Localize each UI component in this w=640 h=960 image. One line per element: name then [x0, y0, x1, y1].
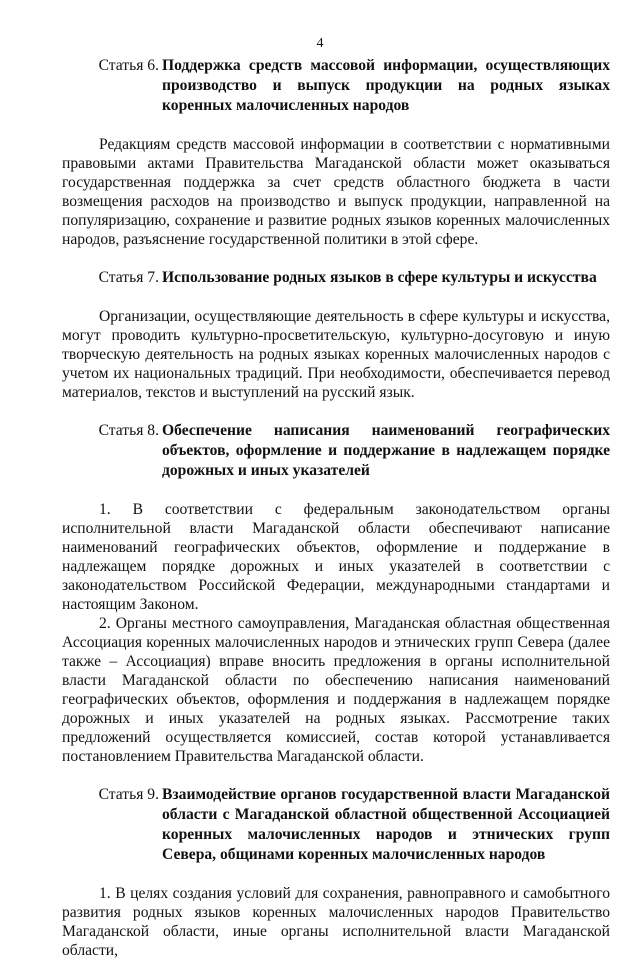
- article-9: [62, 785, 610, 960]
- article-heading: [62, 785, 610, 865]
- article-title: Взаимодействие органов государственной власти Магаданской области с Магаданской областной общественной Ассоциацией коренных малочисленных народов и этнических групп Севера, общинами коренных малочисленных народов: [162, 786, 610, 863]
- article-paragraph: Редакциям средств массовой информации в соответствии с нормативными правовыми актами Правительства Магаданской области может оказываться государственная поддержка за счет средств областного бюджета в части возмещения расходов на производство и выпуск продукции, направленной на популяризацию, сохранение и развитие родных языков коренных малочисленных народов, разъяснение государственной политики в этой сфере.: [62, 136, 610, 248]
- article-label: Статья 8.: [98, 422, 159, 439]
- page-number: 4: [316, 36, 324, 51]
- article-8: [62, 421, 610, 785]
- article-6: [62, 56, 610, 268]
- article-label: Статья 7.: [98, 269, 159, 286]
- article-paragraph: 2. Органы местного самоуправления, Магаданская областная общественная Ассоциация коренных малочисленных народов и этнических групп Севера (далее также – Ассоциация) вправе вносить предложения в органы исполнительной власти Магаданской области по обеспечению написания наименований географических объектов, оформления и поддержания в надлежащем порядке дорожных и иных указателей на родных языках. Рассмотрение таких предложений осуществляется комиссией, состав которой устанавливается постановлением Правительства Магаданской области.: [62, 615, 610, 765]
- article-heading: [62, 421, 610, 481]
- article-paragraph: Организации, осуществляющие деятельность в сфере культуры и искусства, могут проводить культурно-просветительскую, культурно-досуговую и иную творческую деятельность на родных языках коренных малочисленных народов с учетом их национальных традиций. При необходимости, обеспечивается перевод материалов, текстов и выступлений на русский язык.: [62, 308, 610, 401]
- article-heading: [62, 268, 610, 288]
- article-title: Поддержка средств массовой информации, осуществляющих производство и выпуск продукции на родных языках коренных малочисленных народов: [162, 57, 610, 114]
- article-label: Статья 9.: [98, 786, 159, 803]
- article-title: Использование родных языков в сфере культуры и искусства: [162, 269, 597, 286]
- article-heading: [62, 56, 610, 116]
- article-label: Статья 6.: [98, 57, 159, 74]
- article-paragraph: 1. В соответствии с федеральным законодательством органы исполнительной власти Магаданской области обеспечивают написание наименований географических объектов, оформление и поддержание в надлежащем порядке дорожных и иных указателей в соответствии с законодательством Российской Федерации, международными стандартами и настоящим Законом.: [62, 501, 610, 613]
- article-paragraph: 1. В целях создания условий для сохранения, равноправного и самобытного развития родных языков коренных малочисленных народов Правительство Магаданской области, иные органы исполнительной власти Магаданской области,: [62, 885, 610, 959]
- document-body: [62, 56, 610, 960]
- article-title: Обеспечение написания наименований географических объектов, оформление и поддержание в надлежащем порядке дорожных и иных указателей: [162, 422, 610, 479]
- article-7: [62, 268, 610, 421]
